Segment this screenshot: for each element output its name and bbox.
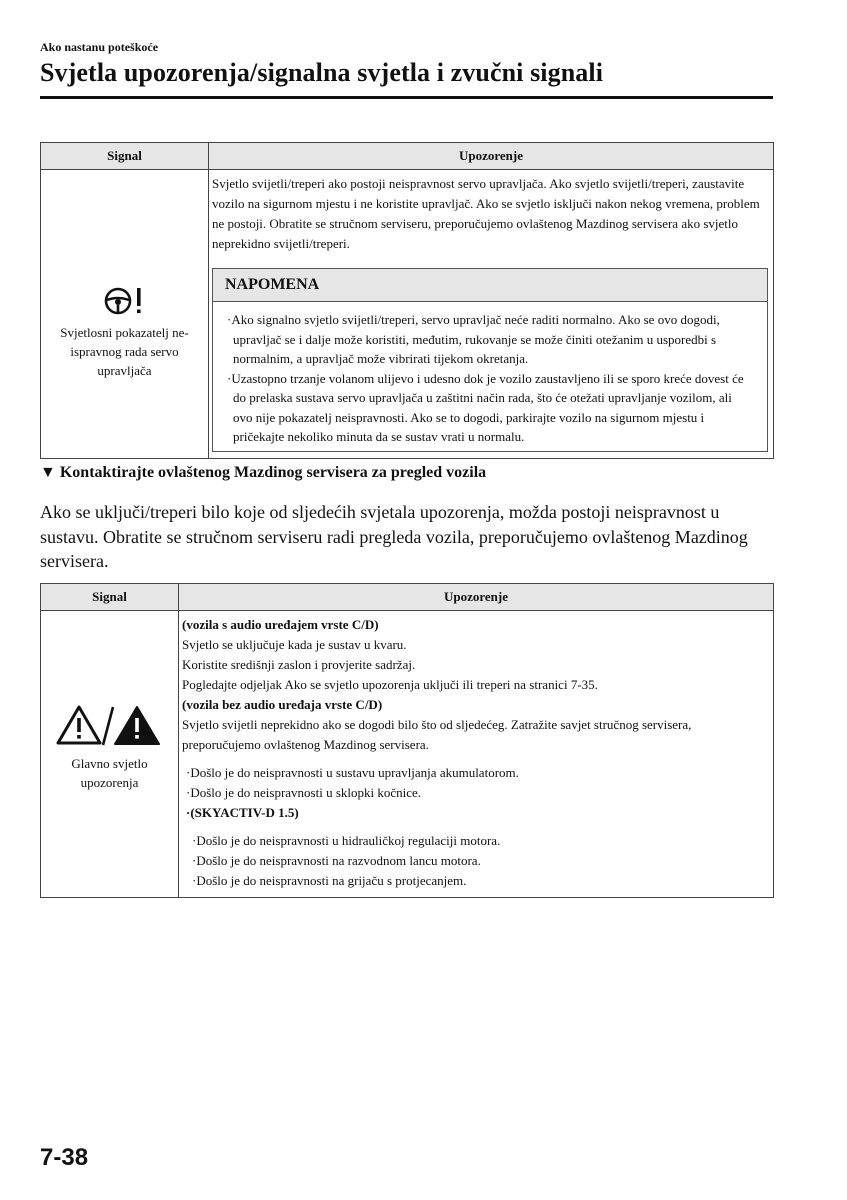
master-warning-table	[40, 583, 774, 898]
warning-line: Svjetlo se uključuje kada je sustav u kvaru.	[182, 637, 407, 652]
signal-label: Svjetlosni pokazatelj ne-ispravnog rada servo upravljača	[60, 325, 189, 378]
warning-bullet: ·Došlo je do neispravnosti na grijaču s protjecanjem.	[192, 873, 467, 888]
note-body	[213, 302, 767, 451]
table-row	[41, 611, 774, 898]
note-box	[212, 268, 768, 452]
warning-bullet: ·Došlo je do neispravnosti na razvodnom lancu motora.	[192, 853, 481, 868]
column-header-signal: Signal	[41, 584, 179, 611]
warning-line: Koristite središnji zaslon i provjerite sadržaj.	[182, 657, 416, 672]
warning-text: Svjetlo svijetli/treperi ako postoji neispravnost servo upravljača. Ako svjetlo svijetli/treperi, zaustavite vozilo na sigurnom mjestu i ne koristite upravljač. Ako se svjetlo isključi nakon nekog vremena, problem ne postoji. Obratite se stručnom serviseru, preporučujemo ovlaštenog Mazdinog servisera ako svjetlo neprekidno svijetli/treperi.	[212, 176, 760, 251]
column-header-warning: Upozorenje	[179, 584, 774, 611]
vehicle-variant-heading: (vozila s audio uređajem vrste C/D)	[182, 617, 379, 632]
warning-cell	[209, 170, 774, 459]
column-header-signal: Signal	[41, 143, 209, 170]
body-paragraph: Ako se uključi/treperi bilo koje od sljedećih svjetala upozorenja, možda postoji neispravnost u sustavu. Obratite se stručnom serviseru radi pregleda vozila, preporučujemo ovlaštenog Mazdinog servisera.	[40, 502, 748, 571]
vehicle-variant-heading: (vozila bez audio uređaja vrste C/D)	[182, 697, 383, 712]
column-header-warning: Upozorenje	[209, 143, 774, 170]
master-warning-triangle-icon	[55, 703, 165, 747]
triangle-marker-icon: ▼	[40, 464, 56, 481]
signal-label: Glavno svjetlo upozorenja	[71, 756, 148, 790]
signal-cell	[41, 611, 179, 898]
signal-cell	[41, 170, 209, 459]
table-header-row	[41, 143, 774, 170]
engine-variant-heading: ·(SKYACTIV-D 1.5)	[186, 805, 299, 820]
subsection-heading-text: Kontaktirajte ovlaštenog Mazdinog servisera za pregled vozila	[59, 464, 487, 481]
power-steering-warning-table	[40, 142, 774, 459]
title-rule	[40, 96, 773, 99]
note-title: NAPOMENA	[213, 269, 767, 302]
subsection-heading	[40, 464, 486, 482]
warning-bullet: ·Došlo je do neispravnosti u sklopki kočnice.	[186, 785, 422, 800]
table-row	[41, 170, 774, 459]
note-item: ·Uzastopno trzanje volanom ulijevo i udesno dok je vozilo zaustavljeno ili se sporo kreće dovest će do prelaska sustava servo upravljača u zaštitni način rada, što će otežati upravljanje vozilom, ali ovo nije pokazatelj neispravnosti. Ako se to dogodi, parkirajte vozilo na sigurnom mjestu i pričekajte nekoliko minuta da se sustav vrati u normalu.	[227, 370, 744, 444]
warning-bullet: ·Došlo je do neispravnosti u sustavu upravljanja akumulatorom.	[186, 765, 519, 780]
warning-cell	[179, 611, 774, 898]
page-number: 7-38	[40, 1144, 89, 1171]
warning-bullet: ·Došlo je do neispravnosti u hidrauličkoj regulaciji motora.	[192, 833, 501, 848]
note-item: ·Ako signalno svjetlo svijetli/treperi, servo upravljač neće raditi normalno. Ako se ovo dogodi, upravljač se i dalje može koristiti, međutim, rukovanje se može činiti otežanim u usporedbi s normalnim, a upravljač može vibrirati tijekom okretanja.	[227, 312, 720, 366]
section-label: Ako nastanu poteškoće	[40, 40, 159, 54]
page-title: Svjetla upozorenja/signalna svjetla i zvučni signali	[40, 58, 604, 87]
steering-wheel-warning-icon	[103, 286, 147, 316]
warning-line: Pogledajte odjeljak Ako se svjetlo upozorenja uključi ili treperi na stranici 7-35.	[182, 677, 598, 692]
warning-line: Svjetlo svijetli neprekidno ako se dogodi bilo što od sljedećeg. Zatražite savjet stručnog servisera, preporučujemo ovlaštenog Mazdinog servisera.	[182, 717, 692, 752]
table-header-row	[41, 584, 774, 611]
